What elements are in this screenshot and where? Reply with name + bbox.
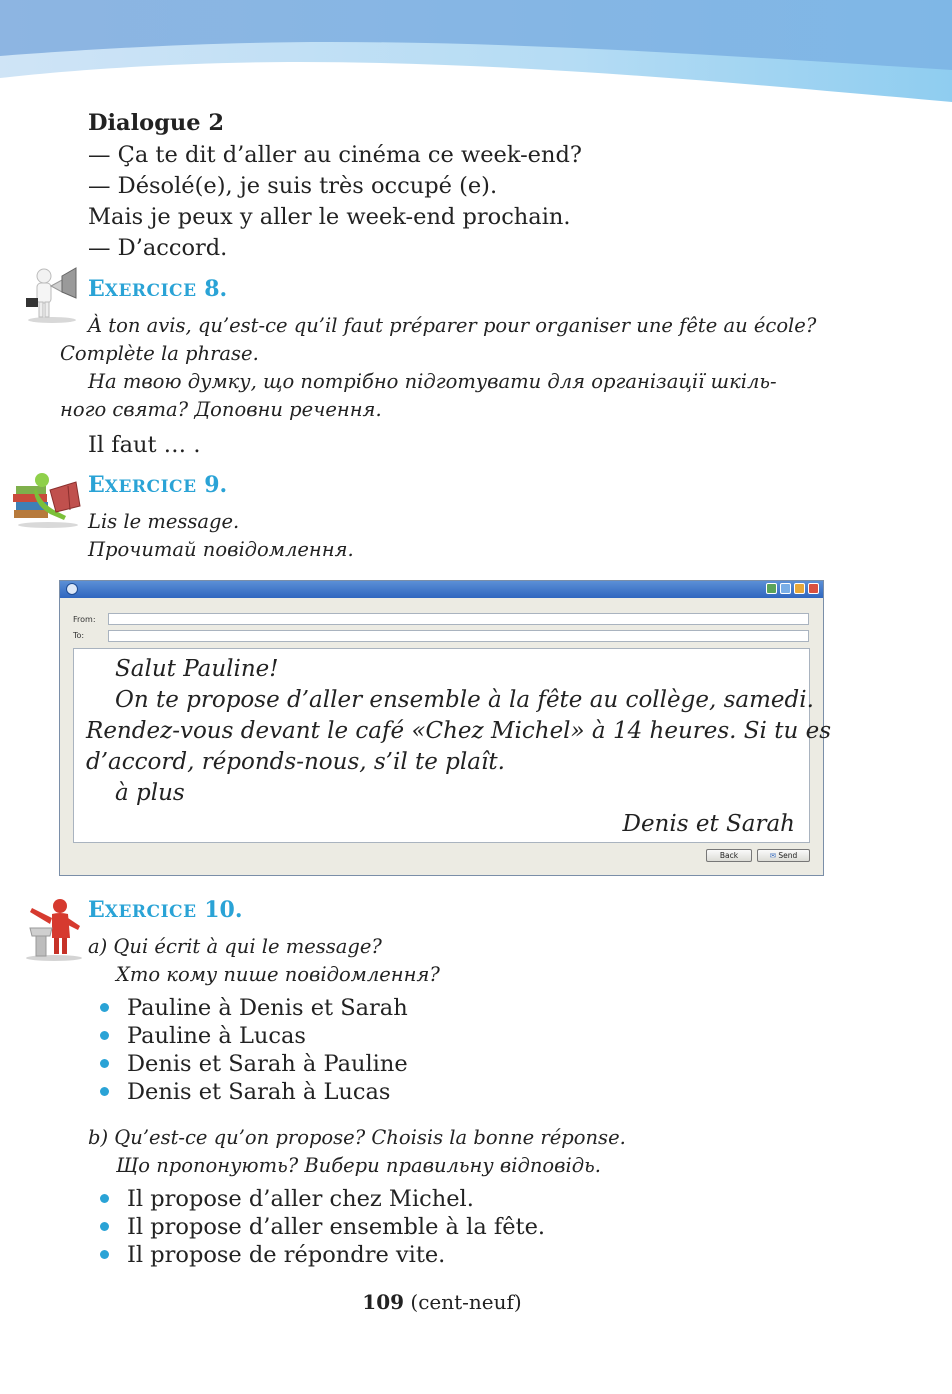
maximize-icon[interactable]: [780, 583, 791, 594]
dialogue-line: — Ça te dit d’aller au cinéma ce week-end?: [88, 142, 582, 168]
dialogue-title: Dialogue 2: [88, 110, 225, 136]
exercise-10-a-question-fr: a) Qui écrit à qui le message?: [88, 935, 382, 958]
to-label: To:: [73, 631, 85, 640]
bullet-icon: [100, 1250, 109, 1259]
header-banner: [0, 0, 952, 105]
close-icon[interactable]: [808, 583, 819, 594]
page-number-words: (cent-neuf): [410, 1290, 522, 1314]
page-footer: [0, 1290, 884, 1314]
exercise-8-heading: EXERCICE 8.: [88, 276, 228, 302]
dialogue-line: — Désolé(e), je suis très occupé (e).: [88, 173, 498, 199]
message-line: d’accord, réponds-nous, s’il te plaît.: [86, 749, 505, 775]
back-button[interactable]: Back: [706, 849, 752, 862]
email-window: [59, 580, 831, 876]
send-icon: ✉: [769, 851, 776, 860]
megaphone-figure-icon: [22, 262, 82, 324]
message-signature: Denis et Sarah: [622, 811, 795, 837]
exercise-9-instruction-fr: Lis le message.: [88, 510, 240, 533]
exercise-9-instruction-ua: Прочитай повідомлення.: [88, 538, 354, 561]
send-button-label: Send: [778, 851, 798, 860]
bullet-icon: [100, 1222, 109, 1231]
dialogue-line: — D’accord.: [88, 235, 228, 261]
page-number: 109: [362, 1290, 405, 1314]
bullet-icon: [100, 1087, 109, 1096]
exercise-8-instruction-ua: На твою думку, що потрібно підготувати для організації шкіль-: [88, 370, 777, 393]
message-line: Salut Pauline!: [115, 656, 279, 682]
message-line: On te propose d’aller ensemble à la fête au collège, samedi.: [115, 687, 814, 713]
answer-option[interactable]: Denis et Sarah à Pauline: [100, 1050, 408, 1078]
answer-option[interactable]: Il propose d’aller ensemble à la fête.: [100, 1213, 545, 1241]
email-window-titlebar: [60, 581, 823, 598]
answer-option[interactable]: Pauline à Denis et Sarah: [100, 994, 408, 1022]
mail-app-icon: [66, 583, 78, 595]
answer-option[interactable]: Pauline à Lucas: [100, 1022, 306, 1050]
bullet-icon: [100, 1031, 109, 1040]
help-icon[interactable]: [794, 583, 805, 594]
answer-option[interactable]: Il propose de répondre vite.: [100, 1241, 445, 1269]
exercise-10-b-question-fr: b) Qu’est-ce qu’on propose? Choisis la bonne réponse.: [88, 1126, 626, 1149]
exercise-8-answer-line: Il faut … .: [88, 432, 201, 458]
send-button[interactable]: [757, 849, 810, 862]
to-field[interactable]: [108, 630, 809, 642]
exercise-10-a-question-ua: Хто кому пише повідомлення?: [116, 963, 440, 986]
from-field[interactable]: [108, 613, 809, 625]
exercise-8-instruction-fr-cont: Complète la phrase.: [60, 342, 259, 365]
exercise-10-heading: EXERCICE 10.: [88, 897, 243, 923]
bullet-icon: [100, 1059, 109, 1068]
from-label: From:: [73, 615, 96, 624]
dialogue-line: Mais je peux y aller le week-end prochain.: [88, 204, 571, 230]
bullet-icon: [100, 1194, 109, 1203]
speaker-podium-figure-icon: [18, 896, 84, 962]
exercise-10-b-question-ua: Що пропонують? Вибери правильну відповідь.: [116, 1154, 601, 1177]
exercise-9-heading: EXERCICE 9.: [88, 472, 228, 498]
exercise-8-instruction-fr: À ton avis, qu’est-ce qu’il faut préparer pour organiser une fête au école?: [88, 314, 817, 337]
answer-option[interactable]: Il propose d’aller chez Michel.: [100, 1185, 474, 1213]
bullet-icon: [100, 1003, 109, 1012]
message-line: Rendez-vous devant le café «Chez Michel» à 14 heures. Si tu es: [86, 718, 831, 744]
exercise-8-instruction-ua-cont: ного свята? Доповни речення.: [60, 398, 382, 421]
minimize-icon[interactable]: [766, 583, 777, 594]
message-body[interactable]: [73, 648, 831, 843]
answer-option[interactable]: Denis et Sarah à Lucas: [100, 1078, 390, 1106]
reading-figure-icon: [10, 470, 82, 528]
message-line: à plus: [115, 780, 185, 806]
